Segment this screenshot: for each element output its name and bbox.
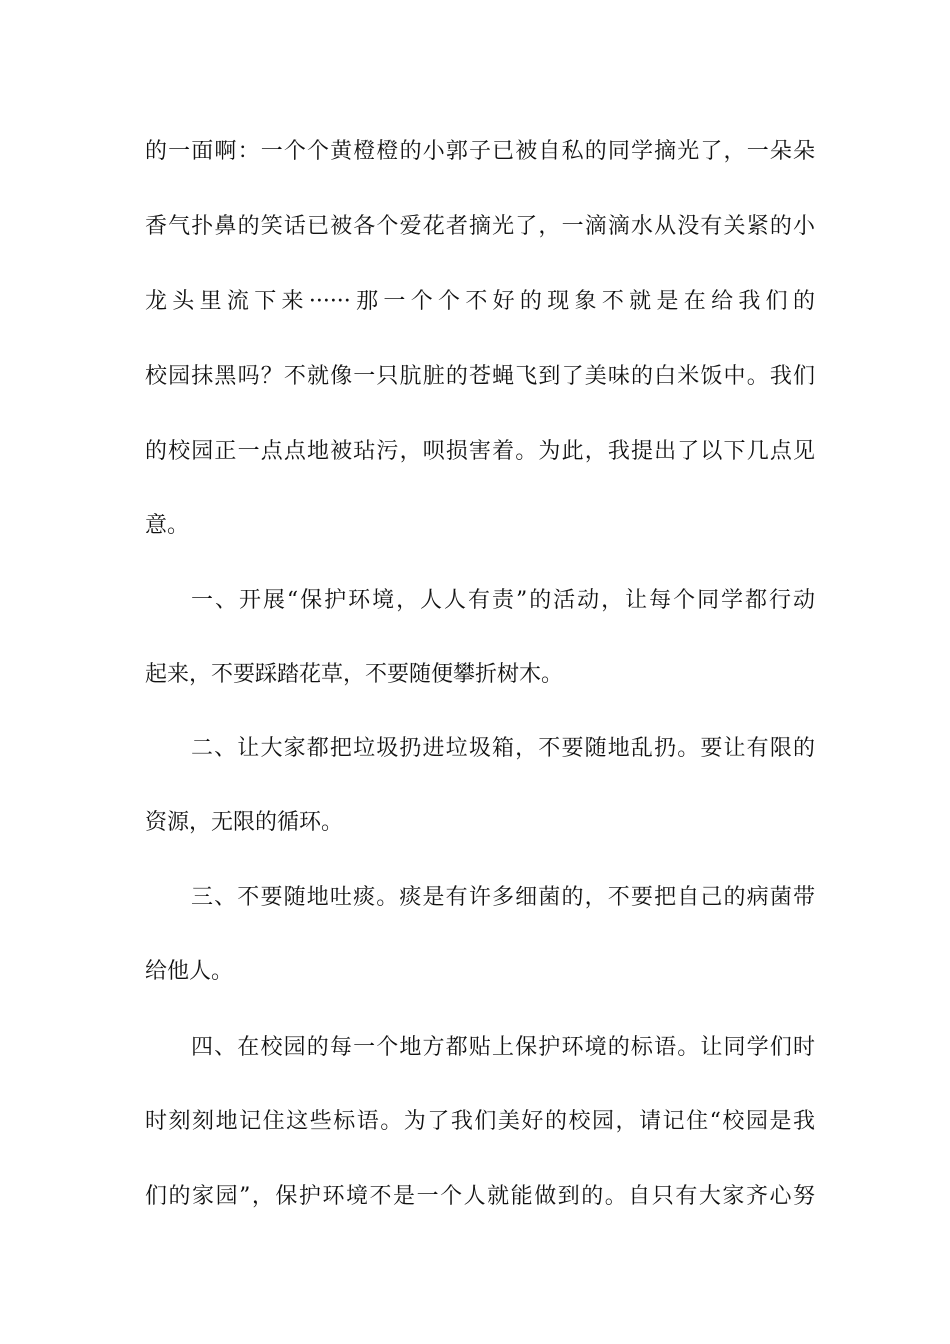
text-line-1: 的一面啊：一个个黄橙橙的小郭子已被自私的同学摘光了，一朵朵 (145, 139, 815, 164)
list-item-1-line-2: 起来，不要踩踏花草，不要随便攀折树木。 (145, 662, 564, 687)
list-item-2-line-2: 资源，无限的循环。 (145, 810, 344, 835)
list-item-4-line-2: 时刻刻地记住这些标语。为了我们美好的校园，请记住“校园是我 (145, 1109, 815, 1134)
list-item-3-line-1: 三、不要随地吐痰。痰是有许多细菌的，不要把自己的病菌带 (191, 885, 815, 910)
list-item-1-line-1: 一、开展“保护环境，人人有责”的活动，让每个同学都行动 (191, 588, 815, 613)
text-line-3: 龙头里流下来······那一个个不好的现象不就是在给我们的 (145, 289, 815, 314)
list-item-3-line-2: 给他人。 (145, 959, 234, 984)
text-line-6: 意。 (145, 513, 190, 538)
text-line-4: 校园抹黑吗？不就像一只肮脏的苍蝇飞到了美味的白米饭中。我们 (145, 364, 815, 389)
list-item-4-line-3: 们的家园”，保护环境不是一个人就能做到的。自只有大家齐心努 (145, 1184, 815, 1209)
list-item-4-line-1: 四、在校园的每一个地方都贴上保护环境的标语。让同学们时 (191, 1035, 815, 1060)
list-item-2-line-1: 二、让大家都把垃圾扔进垃圾箱，不要随地乱扔。要让有限的 (191, 736, 815, 761)
text-line-5: 的校园正一点点地被玷污，呗损害着。为此，我提出了以下几点见 (145, 439, 815, 464)
text-line-2: 香气扑鼻的笑话已被各个爱花者摘光了，一滴滴水从没有关紧的小 (145, 214, 815, 239)
